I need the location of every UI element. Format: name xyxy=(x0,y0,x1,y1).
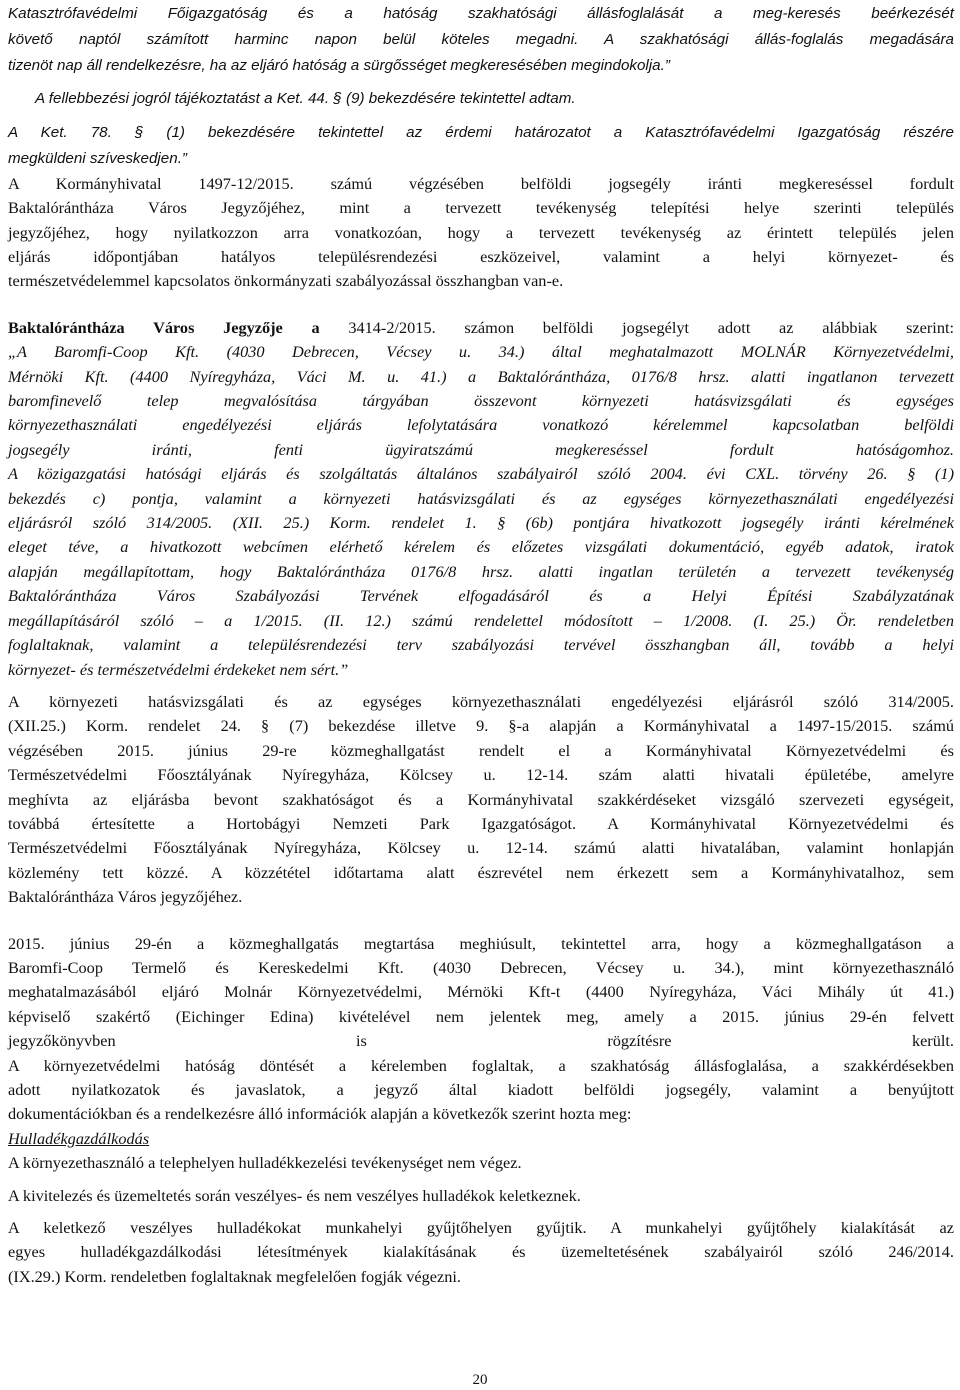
text-line: jegyzőjéhez, hogy nyilatkozzon arra vonatkozóan, hogy a tervezett tevékenység az érintett település jelen xyxy=(8,222,954,242)
text-line: Baktalórántháza Város Jegyzőjéhez, mint a tervezett tevékenység telepítési helye szerinti település xyxy=(8,198,954,218)
text-line: Mérnöki Kft. (4400 Nyíregyháza, Váci M. u. 41.) a Baktalórántháza, 0176/8 hrsz. alatti ingatlanon tervezett xyxy=(8,366,954,386)
text-line: Baktalórántháza Város jegyzőjéhez. xyxy=(8,887,243,907)
quote-paragraph-deadline xyxy=(8,1,954,78)
text-line: jegyzőkönyvben is rögzítésre került. xyxy=(8,1031,954,1051)
text-line: A Kormányhivatal 1497-12/2015. számú végzésében belföldi jogsegély iránti megkereséssel fordult xyxy=(8,173,954,193)
section-heading-hulladekgazdalkodas: Hulladékgazdálkodás xyxy=(8,1128,150,1148)
text-line: A környezeti hatásvizsgálati és az egységes környezethasználati engedélyezési eljárásról szóló 314/2005. xyxy=(8,691,954,711)
text-line: foglaltaknak, valamint a településrendezési terv szabályozási tervével összhangban áll, tovább a helyi xyxy=(8,635,954,655)
text-line: A környezetvédelmi hatóság döntését a kérelemben foglaltak, a szakhatóság állásfoglalása, a szakkérdésekben xyxy=(8,1055,954,1075)
text-line: A keletkező veszélyes hulladékokat munkahelyi gyűjtőhelyen gyűjtik. A munkahelyi gyűjtőhely kialakítását az xyxy=(8,1218,954,1238)
text-line: Katasztrófavédelmi Főigazgatóság és a hatóság szakhatósági állásfoglalását a meg-keresés beérkezését xyxy=(8,5,954,22)
jegyzo-jogsegely-paragraph xyxy=(8,316,954,682)
jegyzo-bold-lead: Baktalórántháza Város Jegyzője a xyxy=(8,317,320,337)
text-line: Természetvédelmi Főosztályának Nyíregyháza, Kölcsey u. 12-14. szám alatti hivatali épületébe, amelyre xyxy=(8,765,954,785)
text-line: (IX.29.) Korm. rendeletben foglaltaknak megfelelően fogják végezni. xyxy=(8,1266,461,1286)
jegyzo-quote-body xyxy=(8,340,954,682)
text-line: adott nyilatkozatok és javaslatok, a jegyző által kiadott belföldi jogsegély, valamint a benyújtott xyxy=(8,1080,954,1099)
text-line: Baktalórántháza Város Szabályozási Tervének elfogadásáról és a Helyi Építési Szabályzatának xyxy=(8,586,954,606)
text-line: Baromfi-Coop Termelő és Kereskedelmi Kft. (4030 Debrecen, Vécsey u. 34.), mint környezethasználó xyxy=(8,957,954,977)
waste-no-treatment-paragraph: A környezethasználó a telephelyen hulladékkezelési tevékenységet nem végez. xyxy=(8,1153,522,1173)
text-line: továbbá értesítette a Hortobágyi Nemzeti Park Igazgatóságot. A Kormányhivatal Környezetvédelmi és xyxy=(8,813,954,833)
text-line: meghívta az eljárásba bevont szakhatóságot és a Kormányhivatal szakkérdéseket vizsgáló szervezeti egységeit, xyxy=(8,789,954,809)
text-line: megállapításáról szóló – a 1/2015. (II. 12.) számú rendelettel módosított – 1/2008. (I. 25.) Ör. rendeletben xyxy=(8,610,954,630)
text-line: eljárásról szóló 314/2005. (XII. 25.) Korm. rendelet 1. § (6b) pontjára hivatkozott jogsegély iránti kérelmének xyxy=(8,513,954,533)
text-line: egyes hulladékgazdálkodási létesítmények kialakításának és üzemeltetésének szabályairól szóló 246/2014. xyxy=(8,1242,954,1262)
text-line: környezet- és természetvédelmi érdekeket nem sért.” xyxy=(8,659,349,679)
text-line: Természetvédelmi Főosztályának Nyíregyháza, Kölcsey u. 12-14. számú alatti hivatalában, valamint honlapján xyxy=(8,838,954,858)
waste-generated-paragraph: A kivitelezés és üzemeltetés során veszélyes- és nem veszélyes hulladékok keletkeznek. xyxy=(8,1185,581,1205)
text-line: A Ket. 78. § (1) bekezdésére tekintettel az érdemi határozatot a Katasztrófavédelmi Igazgatóság részére xyxy=(8,124,954,142)
text-line: jogsegély iránti, fenti ügyiratszámú megkereséssel fordult hatóságomhoz. xyxy=(8,439,954,459)
text-line: képviselő szakértő (Eichinger Edina) kivételével nem jelentek meg, amely a 2015. június 29-én felvett xyxy=(8,1006,954,1026)
text-line: (XII.25.) Korm. rendelet 24. § (7) bekezdése illetve 9. §-a alapján a Kormányhivatal a 1497-15/2015. számú xyxy=(8,716,954,736)
text-line: közlemény tett közzé. A közzététel időtartama alatt észrevétel nem érkezett sem a Kormányhivatalhoz, sem xyxy=(8,862,954,882)
text-line: követő naptól számított harminc napon belül köteles megadni. A szakhatósági állás-foglalás megadására xyxy=(8,30,954,48)
text-line: bekezdés c) pontja, valamint a környezeti hatásvizsgálati és az egységes környezethasználati engedélyezési xyxy=(8,488,954,508)
text-line: baromfinevelő telep megvalósítása tárgyában összevont környezeti hatásvizsgálati és egységes xyxy=(8,391,954,411)
text-line: természetvédelemmel kapcsolatos önkormányzati szabályozással összhangban van-e. xyxy=(8,271,564,291)
text-line: környezethasználati engedélyezési eljárás lefolytatására vonatkozó kérelemmel kapcsolatban belföldi xyxy=(8,415,954,435)
text-line: eljárás időpontjában hatályos településrendezési eszközeivel, valamint a helyi környezet- és xyxy=(8,247,954,266)
appeal-info-paragraph xyxy=(8,86,954,112)
kormanyhivatal-request-paragraph xyxy=(8,172,954,294)
document-page xyxy=(8,1,954,1289)
text-line: A közigazgatási hatósági eljárás és szolgáltatás általános szabályairól szóló 2004. évi CXL. törvény 26. § (1) xyxy=(8,464,954,484)
text-line: megküldeni szíveskedjen.” xyxy=(8,149,187,167)
text-line: A fellebbezési jogról tájékoztatást a Ket. 44. § (9) bekezdésére tekintettel adtam. xyxy=(35,90,576,108)
text-line: 2015. június 29-én a közmeghallgatás megtartása meghiúsult, tekintettel arra, hogy a közmeghallgatáson a xyxy=(8,933,954,953)
hazardous-waste-collection-paragraph xyxy=(8,1216,954,1289)
text-line: „A Baromfi-Coop Kft. (4030 Debrecen, Vécsey u. 34.) által meghatalmazott MOLNÁR Környezetvédelmi, xyxy=(8,342,954,362)
page-number: 20 xyxy=(472,1372,488,1388)
kozmeghallgatas-order-paragraph xyxy=(8,690,954,910)
ket-78-paragraph xyxy=(8,120,954,172)
jegyzo-lead-rest: 3414-2/2015. számon belföldi jogsegélyt adott az alábbiak szerint: xyxy=(319,317,955,337)
text-line: végzésében 2015. június 29-re közmeghallgatást rendelt el a Kormányhivatal Környezetvédelmi és xyxy=(8,740,954,760)
text-line: eleget téve, a hivatkozott webcímen elérhető kérelem és előzetes vizsgálati dokumentáció, egyéb adatok, iratok xyxy=(8,537,954,557)
text-line: tizenöt nap áll rendelkezésre, ha az eljáró hatóság a sürgősséget megkeresésében megindokolja.” xyxy=(8,56,670,74)
text-line: meghatalmazásából eljáró Molnár Környezetvédelmi, Mérnöki Kft-t (4400 Nyíregyháza, Váci Mihály út 41.) xyxy=(8,982,954,1002)
text-line: dokumentációkban és a rendelkezésre álló információk alapján a következők szerint hozta meg: xyxy=(8,1104,632,1124)
kozmeghallgatas-failed-paragraph xyxy=(8,932,954,1127)
text-line: alapján megállapítottam, hogy Baktalórántháza 0176/8 hrsz. alatti ingatlan területén a tervezett tevékenység xyxy=(8,561,954,581)
